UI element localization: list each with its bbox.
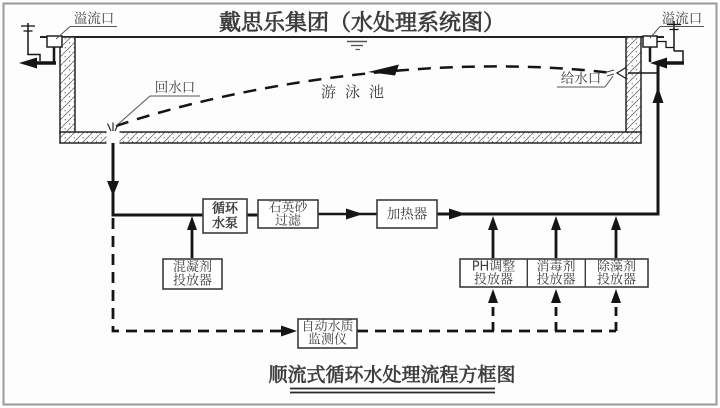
ph-doser-label-line1: PH调整: [471, 259, 516, 275]
heater-label: 加热器: [386, 206, 428, 223]
leader-line: [605, 76, 613, 87]
coagulant-label-line2: 投放器: [172, 273, 213, 289]
coagulant-label-line1: 混凝剂: [172, 260, 213, 275]
sheet-border: [4, 4, 717, 405]
control-up-arrow-icon: [611, 289, 621, 303]
filter-label-line2: 过滤: [274, 213, 302, 229]
water-level-icon: [347, 42, 367, 50]
leader-line: [116, 96, 150, 126]
feed-up-arrow-icon: [551, 216, 561, 230]
overflow-right-label: 溢流口: [661, 11, 703, 27]
feed-up-arrow-icon: [187, 216, 197, 230]
pool-floor: [60, 132, 641, 143]
control-right-arrow-icon: [281, 326, 297, 337]
overflow-out-arrow-icon: [19, 58, 37, 69]
pool-flow-arrow-icon: [368, 65, 399, 76]
pump-label-line1: 循环: [211, 201, 239, 217]
dosing-boxes: [460, 259, 648, 288]
filter-label-line1: 石英砂: [268, 200, 308, 216]
return-port-label: 回水口: [154, 80, 196, 96]
overflow-step-pipe: [674, 51, 683, 62]
pump-box: [203, 199, 247, 233]
control-up-arrow-icon: [551, 289, 561, 303]
return-port-gap: [107, 130, 120, 145]
feed-up-arrow-icon: [611, 216, 621, 230]
overflow-left-label: 溢流口: [73, 11, 115, 27]
flow-right-arrow-icon: [346, 209, 363, 220]
control-up-arrow-icon: [488, 289, 498, 303]
monitor-label-line1: 自动水质: [301, 319, 354, 335]
monitor-box: [298, 319, 357, 349]
supply-jet-icon: [607, 70, 614, 76]
ph-doser-label-line2: 投放器: [473, 272, 514, 288]
disinfectant-doser-label-line2: 投放器: [536, 272, 576, 288]
supply-port-label: 给水口: [560, 71, 602, 87]
overflow-assembly-right: [643, 21, 684, 69]
algaecide-doser-label-line1: 除藻剂: [596, 259, 637, 275]
heater-box: [377, 200, 437, 228]
overflow-step-pipe: [657, 42, 674, 48]
overflow-gutter-left: [47, 36, 62, 47]
filter-box: [258, 200, 318, 229]
supply-port-nozzle-icon: [617, 68, 626, 79]
pump-label-line2: 水泵: [211, 216, 239, 232]
sheet-title: 戴思乐集团（水处理系统图）: [218, 11, 506, 36]
algaecide-doser-label-line2: 投放器: [596, 272, 637, 288]
flow-down-arrow-icon: [107, 181, 119, 196]
monitor-label-line2: 监测仪: [307, 332, 348, 348]
flow-up-arrow-icon: [653, 87, 664, 103]
pool-left-wall: [60, 37, 75, 133]
pool-name-label: 游泳池: [320, 83, 394, 101]
diagram-caption: 顺流式循环水处理流程方框图: [268, 364, 516, 386]
disinfectant-doser-label-line1: 消毒剂: [536, 259, 576, 275]
process-boxes: [163, 199, 648, 348]
return-pipe: [113, 143, 204, 215]
pool-right-wall: [626, 37, 641, 133]
coagulant-doser-box: [163, 259, 222, 289]
flow-right-arrow-icon: [449, 209, 466, 220]
feed-up-arrow-icon: [488, 216, 498, 230]
overflow-assembly-left: [19, 23, 62, 69]
